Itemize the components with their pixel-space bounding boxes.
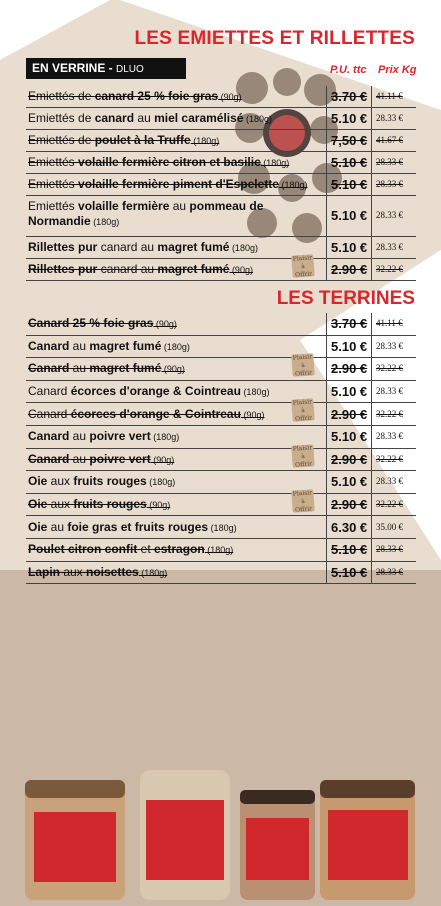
product-name-part: estragon xyxy=(154,542,205,557)
table-row xyxy=(26,471,416,494)
section-title-terrines: LES TERRINES xyxy=(276,288,415,309)
column-divider xyxy=(371,426,372,448)
unit-price: 7,50 € xyxy=(331,133,368,148)
product-name xyxy=(28,339,328,355)
price-per-kg: 28.33 € xyxy=(376,566,403,577)
table-row xyxy=(26,353,416,381)
product-name-part: au xyxy=(69,451,90,466)
price-per-kg: 28.33 € xyxy=(376,241,403,252)
product-name-part: (90g) xyxy=(153,319,177,330)
product-name-part: au xyxy=(69,338,90,353)
column-divider xyxy=(326,403,327,425)
product-name xyxy=(28,497,328,513)
plaisir-offrir-stamp: Plaisir à Offrir xyxy=(291,489,314,512)
table-row xyxy=(26,86,416,108)
product-name-part: Emiettés de xyxy=(28,89,95,103)
column-divider xyxy=(371,494,372,516)
product-name-part: magret fumé xyxy=(89,338,162,353)
table-row xyxy=(26,130,416,152)
product-name xyxy=(28,155,328,171)
product-name-part: volaille fermière piment d'Espelette xyxy=(78,177,279,191)
product-name-part: (180g) xyxy=(146,477,176,488)
column-divider xyxy=(326,259,327,280)
product-name xyxy=(28,520,328,536)
product-name-part: Lapin xyxy=(28,564,60,579)
column-divider xyxy=(371,403,372,425)
product-name-part: (180g) xyxy=(243,114,273,124)
unit-price: 5.10 € xyxy=(331,177,368,192)
section-title-emiettes: LES EMIETTES ET RILLETTES xyxy=(134,28,415,49)
product-name-part: au xyxy=(69,361,90,376)
product-name-part: canard 25 % foie gras xyxy=(94,89,219,103)
product-name-part: Canard xyxy=(28,406,71,421)
product-name-part: (180g) xyxy=(150,432,180,443)
unit-price: 2.90 € xyxy=(331,451,368,467)
table-row xyxy=(26,108,416,130)
column-divider xyxy=(371,152,372,173)
unit-price: 3.70 € xyxy=(331,316,368,332)
product-name-part: (180g) xyxy=(90,217,120,227)
column-header-prix-kg: Prix Kg xyxy=(378,64,417,76)
product-name-part: Emiettés xyxy=(28,199,79,213)
product-name-part: poulet à la Truffe xyxy=(94,133,191,147)
product-name-part: canard xyxy=(94,111,135,125)
unit-price: 5.10 € xyxy=(331,239,368,255)
unit-price: 5.10 € xyxy=(331,208,368,224)
unit-price: 5.10 € xyxy=(331,338,368,354)
product-name xyxy=(28,240,328,256)
product-name-part: (90g) xyxy=(229,264,253,275)
product-name-part: poivre vert xyxy=(89,429,151,444)
verrine-tag-sub: DLUO xyxy=(116,64,144,75)
column-divider xyxy=(371,108,372,129)
table-row xyxy=(26,516,416,539)
product-name xyxy=(28,199,328,230)
unit-price: 5.10 € xyxy=(331,564,368,580)
product-name xyxy=(28,542,328,558)
column-divider xyxy=(371,237,372,258)
product-name-part: aux xyxy=(47,474,74,489)
product-name-part: (90g) xyxy=(146,500,171,511)
product-name-part: (180g) xyxy=(260,158,290,168)
column-divider xyxy=(371,381,372,403)
unit-price: 5.10 € xyxy=(331,474,368,490)
price-per-kg: 28.33 € xyxy=(376,340,403,351)
product-name-part: (180g) xyxy=(208,522,237,533)
column-divider xyxy=(326,336,327,358)
column-divider xyxy=(326,494,327,516)
plaisir-offrir-stamp: Plaisir à Offrir xyxy=(291,399,314,422)
product-name-part: foie gras et fruits rouges xyxy=(67,519,209,534)
unit-price: 5.10 € xyxy=(331,155,368,170)
product-name xyxy=(28,384,328,400)
product-name xyxy=(28,316,328,332)
plaisir-offrir-stamp: Plaisir à Offrir xyxy=(291,353,314,376)
column-divider xyxy=(371,259,372,280)
unit-price: 6.30 € xyxy=(331,519,368,535)
product-name-part: Oie xyxy=(28,474,48,489)
product-name-part: fruits rouges xyxy=(73,497,147,512)
product-name-part: (90g) xyxy=(240,409,265,420)
unit-price: 5.10 € xyxy=(331,384,368,400)
column-divider xyxy=(371,130,372,151)
verrine-tag xyxy=(26,58,186,79)
table-row xyxy=(26,254,416,281)
price-per-kg: 41.11 € xyxy=(376,91,403,101)
product-name-part: canard au xyxy=(97,239,158,254)
product-name-part: magret fumé xyxy=(157,239,230,254)
table-row xyxy=(26,489,416,517)
product-name-part: (180g) xyxy=(138,567,168,578)
product-name-part: au xyxy=(169,199,190,213)
price-per-kg: 28.33 € xyxy=(376,157,403,167)
product-name xyxy=(28,133,328,149)
product-name-part: Poulet citron confit xyxy=(28,542,138,557)
column-divider xyxy=(371,174,372,195)
price-per-kg: 35.00 € xyxy=(376,521,403,532)
product-name-part: Canard xyxy=(28,429,70,444)
column-divider xyxy=(371,86,372,107)
product-name-part: (180g) xyxy=(278,180,308,190)
product-name-part: (180g) xyxy=(204,545,234,556)
product-name-part: volaille fermière xyxy=(78,199,170,213)
product-name xyxy=(28,262,328,278)
unit-price: 5.10 € xyxy=(331,111,368,126)
column-divider xyxy=(326,471,327,493)
product-jars-image xyxy=(20,770,420,905)
table-row xyxy=(26,398,416,426)
table-row xyxy=(26,443,416,472)
product-name-part: Oie xyxy=(28,519,48,534)
product-name-part: Emiettés xyxy=(28,155,79,169)
price-per-kg: 28.33 € xyxy=(376,544,403,555)
unit-price: 2.90 € xyxy=(331,261,368,277)
product-name-part: miel caramélisé xyxy=(154,111,244,125)
product-name-part: au xyxy=(134,111,155,125)
product-name-part: volaille fermière citron et basilic xyxy=(78,155,261,169)
column-divider xyxy=(371,471,372,493)
column-divider xyxy=(326,358,327,380)
product-name-part: et xyxy=(137,542,155,557)
table-row xyxy=(26,539,416,562)
product-name-part: canard au xyxy=(97,261,158,276)
unit-price: 5.10 € xyxy=(331,542,368,558)
column-divider xyxy=(326,152,327,173)
plaisir-offrir-stamp: Plaisir à Offrir xyxy=(291,444,314,467)
unit-price: 3.70 € xyxy=(331,89,368,104)
product-name xyxy=(28,89,328,105)
column-divider xyxy=(371,562,372,584)
product-name-part: noisettes xyxy=(86,564,139,579)
product-name-part: magret fumé xyxy=(157,261,230,276)
table-row xyxy=(26,152,416,174)
column-divider xyxy=(326,449,327,471)
price-per-kg: 28.33 € xyxy=(376,179,403,189)
column-divider xyxy=(371,516,372,538)
product-name-part: Canard xyxy=(28,338,70,353)
product-name-part: au xyxy=(47,519,68,534)
table-row xyxy=(26,336,416,359)
column-divider xyxy=(326,237,327,258)
price-per-kg: 41.11 € xyxy=(376,318,403,329)
column-header-pu: P.U. ttc xyxy=(330,64,367,76)
column-divider xyxy=(326,539,327,561)
column-divider xyxy=(326,426,327,448)
unit-price: 5.10 € xyxy=(331,429,368,445)
product-name-part: poivre vert xyxy=(89,451,151,466)
unit-price: 2.90 € xyxy=(331,361,368,377)
column-divider xyxy=(326,516,327,538)
column-divider xyxy=(326,196,327,236)
price-per-kg: 41.67 € xyxy=(376,135,403,145)
product-name xyxy=(28,452,328,468)
verrine-tag-label: EN VERRINE - xyxy=(32,61,117,75)
column-divider xyxy=(326,174,327,195)
product-name-part: (180g) xyxy=(240,387,270,398)
product-name-part: (90g) xyxy=(218,92,242,102)
plaisir-offrir-stamp: Plaisir à Offrir xyxy=(291,254,314,277)
product-name-part: Canard xyxy=(28,451,70,466)
unit-price: 2.90 € xyxy=(331,497,368,513)
product-name-part: (90g) xyxy=(150,454,175,465)
product-name-part: au xyxy=(69,429,90,444)
product-name-part: aux xyxy=(47,497,74,512)
product-name-part: (90g) xyxy=(161,364,185,375)
product-name xyxy=(28,361,328,377)
column-divider xyxy=(371,358,372,380)
table-row xyxy=(26,313,416,336)
product-name-part: Canard xyxy=(28,361,70,376)
product-name-part: écorces d'orange & Cointreau xyxy=(70,384,241,399)
product-name xyxy=(28,474,328,490)
column-divider xyxy=(326,130,327,151)
product-name-part: Rillettes pur xyxy=(28,239,98,254)
product-name-part: Canard 25 % foie gras xyxy=(28,316,154,331)
unit-price: 2.90 € xyxy=(331,406,368,422)
column-divider xyxy=(371,336,372,358)
emiettes-table xyxy=(26,86,416,281)
column-divider xyxy=(371,449,372,471)
column-divider xyxy=(326,313,327,335)
product-name xyxy=(28,407,328,423)
table-row xyxy=(26,381,416,404)
column-divider xyxy=(371,539,372,561)
column-divider xyxy=(326,562,327,584)
price-per-kg: 28.33 € xyxy=(376,386,403,397)
price-per-kg: 28.33 € xyxy=(376,476,403,487)
product-name-part: (180g) xyxy=(161,341,190,352)
price-per-kg: 28.33 € xyxy=(376,210,403,221)
product-name-part: pommeau de Normandie xyxy=(28,199,264,228)
product-name-part: Emiettés de xyxy=(28,133,95,147)
product-name-part: Rillettes pur xyxy=(28,261,98,276)
price-per-kg: 32.22 € xyxy=(376,408,403,419)
product-name-part: Oie xyxy=(28,497,48,512)
price-per-kg: 32.22 € xyxy=(376,363,403,374)
product-name-part: (180g) xyxy=(229,242,258,253)
column-divider xyxy=(326,381,327,403)
column-divider xyxy=(326,86,327,107)
product-name-part: fruits rouges xyxy=(73,474,147,489)
product-name-part: magret fumé xyxy=(89,361,162,376)
product-name xyxy=(28,429,328,445)
table-row xyxy=(26,426,416,449)
product-name-part: Canard xyxy=(28,384,71,399)
product-name xyxy=(28,111,328,127)
product-name xyxy=(28,177,328,193)
table-row xyxy=(26,174,416,196)
table-row xyxy=(26,237,416,259)
product-name xyxy=(28,565,328,581)
price-per-kg: 32.22 € xyxy=(376,499,403,510)
product-name-part: Emiettés de xyxy=(28,111,95,125)
table-row xyxy=(26,562,416,585)
price-per-kg: 28.33 € xyxy=(376,113,403,123)
price-per-kg: 28.33 € xyxy=(376,431,403,442)
column-divider xyxy=(371,196,372,236)
product-name-part: aux xyxy=(60,564,87,579)
column-divider xyxy=(326,108,327,129)
price-per-kg: 32.22 € xyxy=(376,453,403,464)
table-row xyxy=(26,196,416,237)
price-per-kg: 32.22 € xyxy=(376,263,403,274)
product-name-part: écorces d'orange & Cointreau xyxy=(70,406,241,421)
column-divider xyxy=(371,313,372,335)
product-name-part: Emiettés xyxy=(28,177,79,191)
terrines-table xyxy=(26,313,416,584)
product-name-part: (180g) xyxy=(190,136,220,146)
